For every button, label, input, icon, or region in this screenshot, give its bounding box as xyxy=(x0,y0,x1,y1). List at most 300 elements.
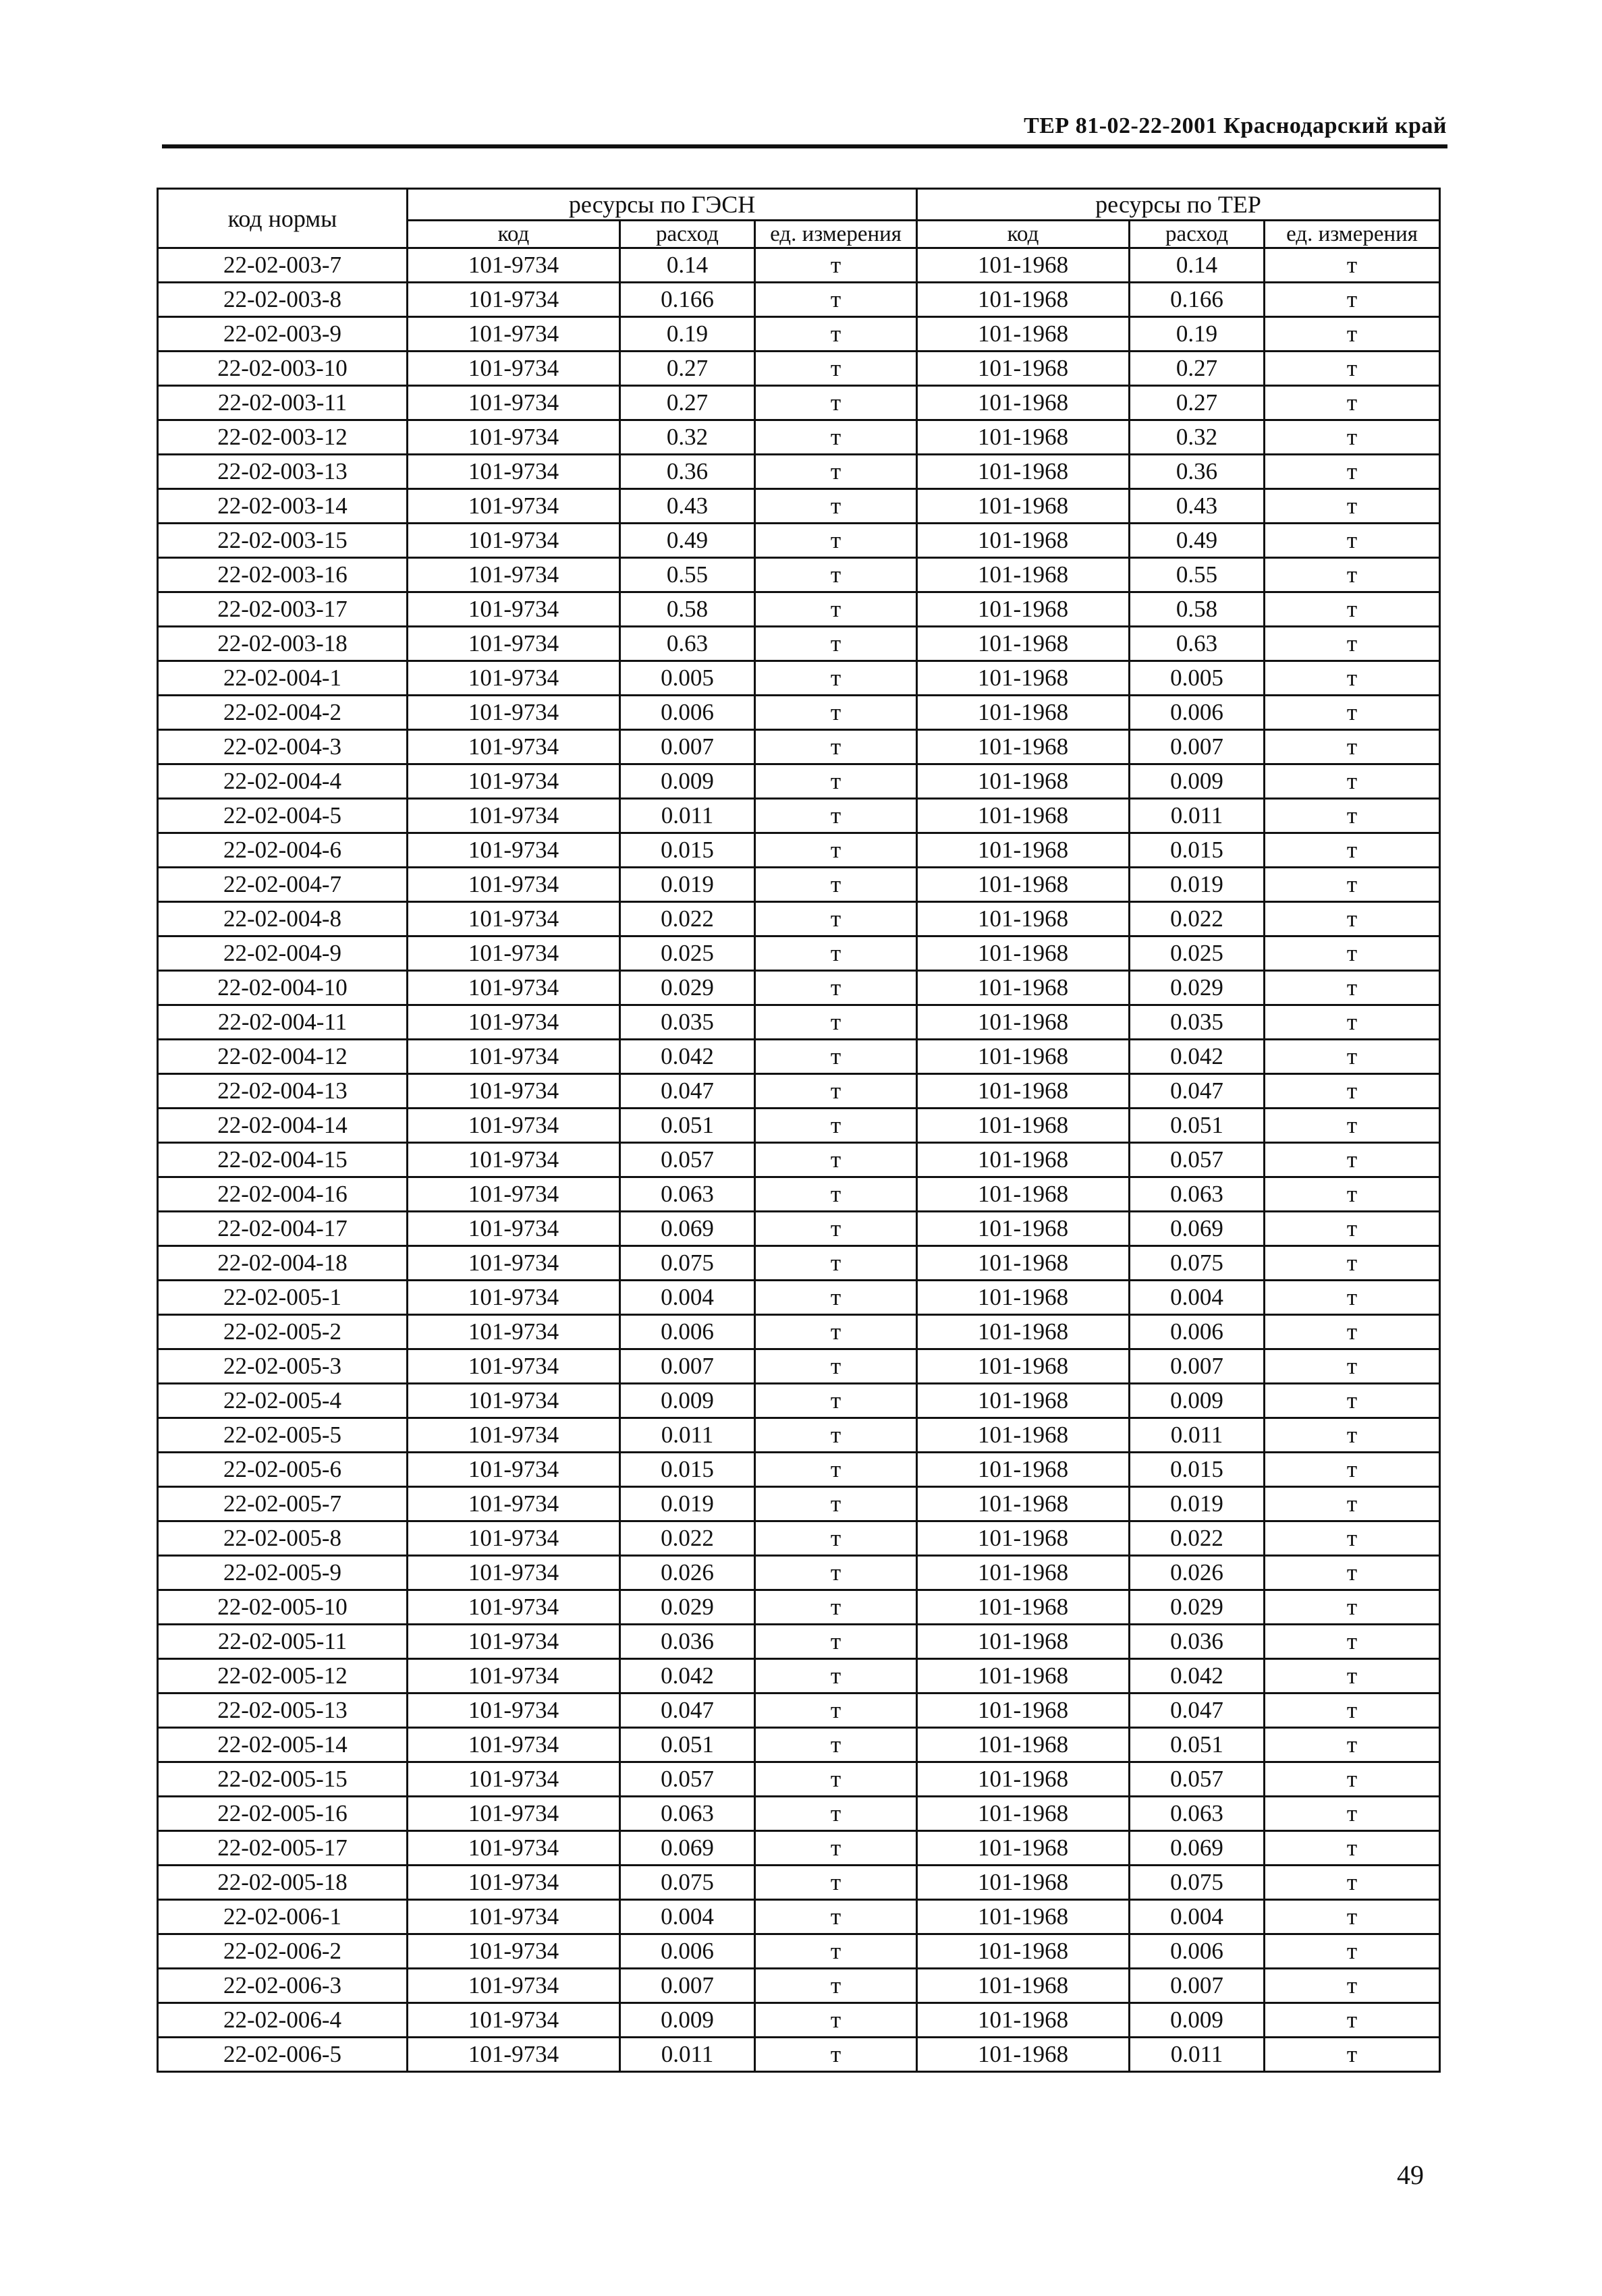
cell-ter-unit: т xyxy=(1265,902,1440,936)
table-row xyxy=(158,1074,1440,1109)
cell-gesn-code: 101-9734 xyxy=(408,1040,620,1074)
header-divider xyxy=(162,144,1447,148)
cell-ter-unit: т xyxy=(1265,1040,1440,1074)
table-row xyxy=(158,1728,1440,1762)
cell-ter-code: 101-1968 xyxy=(917,558,1130,592)
table-row xyxy=(158,1212,1440,1246)
cell-ter-consumption: 0.029 xyxy=(1130,971,1265,1005)
cell-ter-unit: т xyxy=(1265,1900,1440,1934)
cell-gesn-code: 101-9734 xyxy=(408,1590,620,1625)
table-row xyxy=(158,1453,1440,1487)
cell-gesn-unit: т xyxy=(755,1556,917,1590)
cell-ter-code: 101-1968 xyxy=(917,1453,1130,1487)
cell-norm-code: 22-02-003-18 xyxy=(158,627,408,661)
cell-ter-unit: т xyxy=(1265,1521,1440,1556)
cell-ter-unit: т xyxy=(1265,868,1440,902)
cell-gesn-code: 101-9734 xyxy=(408,317,620,352)
table-row xyxy=(158,868,1440,902)
cell-gesn-consumption: 0.047 xyxy=(620,1693,755,1728)
cell-gesn-consumption: 0.011 xyxy=(620,799,755,833)
cell-gesn-unit: т xyxy=(755,1625,917,1659)
cell-norm-code: 22-02-003-12 xyxy=(158,420,408,455)
table-row xyxy=(158,1590,1440,1625)
cell-ter-consumption: 0.047 xyxy=(1130,1693,1265,1728)
cell-gesn-consumption: 0.011 xyxy=(620,1418,755,1453)
cell-ter-unit: т xyxy=(1265,1797,1440,1831)
cell-ter-unit: т xyxy=(1265,1453,1440,1487)
cell-gesn-unit: т xyxy=(755,1177,917,1212)
cell-gesn-code: 101-9734 xyxy=(408,833,620,868)
table-row xyxy=(158,1969,1440,2003)
table-row xyxy=(158,558,1440,592)
cell-gesn-unit: т xyxy=(755,455,917,489)
cell-gesn-code: 101-9734 xyxy=(408,1797,620,1831)
cell-ter-consumption: 0.051 xyxy=(1130,1109,1265,1143)
table-row xyxy=(158,1934,1440,1969)
cell-gesn-consumption: 0.166 xyxy=(620,283,755,317)
cell-ter-unit: т xyxy=(1265,696,1440,730)
cell-gesn-code: 101-9734 xyxy=(408,1453,620,1487)
cell-ter-code: 101-1968 xyxy=(917,936,1130,971)
cell-ter-code: 101-1968 xyxy=(917,1762,1130,1797)
cell-ter-unit: т xyxy=(1265,1109,1440,1143)
cell-ter-unit: т xyxy=(1265,1315,1440,1349)
table-row xyxy=(158,420,1440,455)
cell-ter-consumption: 0.036 xyxy=(1130,1625,1265,1659)
cell-ter-unit: т xyxy=(1265,489,1440,524)
cell-ter-code: 101-1968 xyxy=(917,1349,1130,1384)
cell-gesn-code: 101-9734 xyxy=(408,868,620,902)
cell-ter-code: 101-1968 xyxy=(917,1521,1130,1556)
cell-norm-code: 22-02-004-14 xyxy=(158,1109,408,1143)
cell-gesn-code: 101-9734 xyxy=(408,1487,620,1521)
cell-norm-code: 22-02-004-12 xyxy=(158,1040,408,1074)
table-row xyxy=(158,1418,1440,1453)
cell-norm-code: 22-02-006-5 xyxy=(158,2038,408,2072)
table-row xyxy=(158,1762,1440,1797)
cell-gesn-unit: т xyxy=(755,1487,917,1521)
cell-gesn-unit: т xyxy=(755,627,917,661)
cell-ter-consumption: 0.019 xyxy=(1130,1487,1265,1521)
column-header-gesn-consumption: расход xyxy=(620,221,755,248)
table-row xyxy=(158,1487,1440,1521)
cell-gesn-consumption: 0.063 xyxy=(620,1797,755,1831)
cell-gesn-consumption: 0.035 xyxy=(620,1005,755,1040)
cell-norm-code: 22-02-005-8 xyxy=(158,1521,408,1556)
cell-norm-code: 22-02-005-7 xyxy=(158,1487,408,1521)
cell-norm-code: 22-02-005-9 xyxy=(158,1556,408,1590)
table-row xyxy=(158,1831,1440,1866)
cell-gesn-consumption: 0.011 xyxy=(620,2038,755,2072)
cell-ter-unit: т xyxy=(1265,248,1440,283)
cell-ter-consumption: 0.051 xyxy=(1130,1728,1265,1762)
cell-ter-code: 101-1968 xyxy=(917,971,1130,1005)
cell-gesn-unit: т xyxy=(755,1315,917,1349)
cell-ter-consumption: 0.55 xyxy=(1130,558,1265,592)
table-row xyxy=(158,764,1440,799)
cell-gesn-unit: т xyxy=(755,1797,917,1831)
cell-ter-unit: т xyxy=(1265,971,1440,1005)
cell-gesn-unit: т xyxy=(755,1074,917,1109)
table-row xyxy=(158,1349,1440,1384)
cell-gesn-consumption: 0.006 xyxy=(620,1315,755,1349)
cell-norm-code: 22-02-004-6 xyxy=(158,833,408,868)
table-row xyxy=(158,2038,1440,2072)
cell-gesn-code: 101-9734 xyxy=(408,1349,620,1384)
cell-ter-unit: т xyxy=(1265,1831,1440,1866)
cell-gesn-code: 101-9734 xyxy=(408,764,620,799)
cell-gesn-unit: т xyxy=(755,1590,917,1625)
cell-gesn-unit: т xyxy=(755,1109,917,1143)
cell-gesn-consumption: 0.006 xyxy=(620,1934,755,1969)
cell-gesn-code: 101-9734 xyxy=(408,1281,620,1315)
cell-gesn-consumption: 0.49 xyxy=(620,524,755,558)
table-row xyxy=(158,1900,1440,1934)
cell-ter-code: 101-1968 xyxy=(917,1177,1130,1212)
cell-gesn-consumption: 0.025 xyxy=(620,936,755,971)
cell-ter-code: 101-1968 xyxy=(917,696,1130,730)
cell-norm-code: 22-02-006-2 xyxy=(158,1934,408,1969)
cell-gesn-unit: т xyxy=(755,1969,917,2003)
cell-gesn-consumption: 0.27 xyxy=(620,386,755,420)
cell-ter-unit: т xyxy=(1265,1143,1440,1177)
cell-gesn-unit: т xyxy=(755,1866,917,1900)
cell-gesn-code: 101-9734 xyxy=(408,248,620,283)
cell-gesn-consumption: 0.051 xyxy=(620,1728,755,1762)
cell-ter-consumption: 0.007 xyxy=(1130,1969,1265,2003)
cell-gesn-unit: т xyxy=(755,1418,917,1453)
cell-norm-code: 22-02-005-13 xyxy=(158,1693,408,1728)
table-row xyxy=(158,1109,1440,1143)
cell-gesn-consumption: 0.036 xyxy=(620,1625,755,1659)
cell-norm-code: 22-02-003-14 xyxy=(158,489,408,524)
table-row xyxy=(158,317,1440,352)
cell-ter-code: 101-1968 xyxy=(917,1005,1130,1040)
cell-gesn-code: 101-9734 xyxy=(408,455,620,489)
cell-gesn-consumption: 0.069 xyxy=(620,1831,755,1866)
cell-ter-code: 101-1968 xyxy=(917,1797,1130,1831)
cell-ter-code: 101-1968 xyxy=(917,1143,1130,1177)
cell-gesn-unit: т xyxy=(755,1659,917,1693)
table-row xyxy=(158,730,1440,764)
cell-gesn-code: 101-9734 xyxy=(408,799,620,833)
cell-ter-unit: т xyxy=(1265,558,1440,592)
cell-ter-consumption: 0.27 xyxy=(1130,386,1265,420)
cell-norm-code: 22-02-003-10 xyxy=(158,352,408,386)
cell-ter-code: 101-1968 xyxy=(917,352,1130,386)
cell-norm-code: 22-02-004-1 xyxy=(158,661,408,696)
cell-ter-consumption: 0.011 xyxy=(1130,2038,1265,2072)
column-group-gesn: ресурсы по ГЭСН xyxy=(408,189,917,221)
cell-gesn-code: 101-9734 xyxy=(408,1728,620,1762)
cell-gesn-code: 101-9734 xyxy=(408,1659,620,1693)
cell-gesn-unit: т xyxy=(755,489,917,524)
cell-gesn-unit: т xyxy=(755,799,917,833)
cell-gesn-consumption: 0.32 xyxy=(620,420,755,455)
cell-gesn-unit: т xyxy=(755,1040,917,1074)
cell-ter-code: 101-1968 xyxy=(917,1109,1130,1143)
table-row xyxy=(158,1693,1440,1728)
cell-ter-unit: т xyxy=(1265,420,1440,455)
cell-ter-unit: т xyxy=(1265,833,1440,868)
cell-gesn-code: 101-9734 xyxy=(408,936,620,971)
table-row xyxy=(158,1177,1440,1212)
cell-gesn-unit: т xyxy=(755,1246,917,1281)
cell-ter-code: 101-1968 xyxy=(917,2038,1130,2072)
cell-ter-unit: т xyxy=(1265,283,1440,317)
cell-gesn-consumption: 0.057 xyxy=(620,1143,755,1177)
cell-ter-code: 101-1968 xyxy=(917,661,1130,696)
cell-gesn-consumption: 0.63 xyxy=(620,627,755,661)
table-row xyxy=(158,1005,1440,1040)
cell-gesn-unit: т xyxy=(755,661,917,696)
cell-norm-code: 22-02-004-17 xyxy=(158,1212,408,1246)
cell-norm-code: 22-02-005-12 xyxy=(158,1659,408,1693)
cell-gesn-unit: т xyxy=(755,317,917,352)
cell-ter-code: 101-1968 xyxy=(917,1969,1130,2003)
cell-gesn-consumption: 0.19 xyxy=(620,317,755,352)
column-header-norm-code: код нормы xyxy=(158,189,408,248)
cell-norm-code: 22-02-005-2 xyxy=(158,1315,408,1349)
cell-ter-consumption: 0.075 xyxy=(1130,1246,1265,1281)
cell-gesn-consumption: 0.051 xyxy=(620,1109,755,1143)
cell-gesn-consumption: 0.007 xyxy=(620,1969,755,2003)
cell-ter-unit: т xyxy=(1265,1969,1440,2003)
cell-gesn-consumption: 0.009 xyxy=(620,2003,755,2038)
cell-norm-code: 22-02-003-15 xyxy=(158,524,408,558)
column-header-ter-consumption: расход xyxy=(1130,221,1265,248)
cell-gesn-unit: т xyxy=(755,592,917,627)
cell-ter-unit: т xyxy=(1265,455,1440,489)
cell-ter-consumption: 0.14 xyxy=(1130,248,1265,283)
cell-ter-unit: т xyxy=(1265,1693,1440,1728)
cell-ter-consumption: 0.009 xyxy=(1130,1384,1265,1418)
cell-ter-consumption: 0.069 xyxy=(1130,1212,1265,1246)
cell-ter-consumption: 0.069 xyxy=(1130,1831,1265,1866)
table-row xyxy=(158,1040,1440,1074)
cell-gesn-consumption: 0.022 xyxy=(620,902,755,936)
column-header-gesn-unit: ед. измерения xyxy=(755,221,917,248)
cell-gesn-code: 101-9734 xyxy=(408,1384,620,1418)
cell-ter-consumption: 0.005 xyxy=(1130,661,1265,696)
cell-gesn-consumption: 0.019 xyxy=(620,868,755,902)
cell-gesn-unit: т xyxy=(755,1281,917,1315)
cell-norm-code: 22-02-006-4 xyxy=(158,2003,408,2038)
table-row xyxy=(158,1281,1440,1315)
table-row xyxy=(158,386,1440,420)
cell-gesn-code: 101-9734 xyxy=(408,1693,620,1728)
cell-gesn-unit: т xyxy=(755,2003,917,2038)
cell-ter-consumption: 0.026 xyxy=(1130,1556,1265,1590)
cell-ter-consumption: 0.009 xyxy=(1130,764,1265,799)
cell-ter-code: 101-1968 xyxy=(917,1900,1130,1934)
cell-norm-code: 22-02-004-2 xyxy=(158,696,408,730)
cell-gesn-consumption: 0.015 xyxy=(620,833,755,868)
cell-ter-unit: т xyxy=(1265,352,1440,386)
cell-norm-code: 22-02-005-6 xyxy=(158,1453,408,1487)
cell-ter-consumption: 0.063 xyxy=(1130,1177,1265,1212)
cell-ter-consumption: 0.006 xyxy=(1130,1934,1265,1969)
cell-norm-code: 22-02-004-9 xyxy=(158,936,408,971)
cell-ter-code: 101-1968 xyxy=(917,2003,1130,2038)
table-header xyxy=(158,189,1440,248)
cell-ter-code: 101-1968 xyxy=(917,1556,1130,1590)
cell-gesn-consumption: 0.042 xyxy=(620,1040,755,1074)
cell-ter-code: 101-1968 xyxy=(917,799,1130,833)
table-row xyxy=(158,799,1440,833)
cell-ter-consumption: 0.025 xyxy=(1130,936,1265,971)
cell-norm-code: 22-02-005-5 xyxy=(158,1418,408,1453)
cell-gesn-unit: т xyxy=(755,1521,917,1556)
cell-gesn-consumption: 0.004 xyxy=(620,1281,755,1315)
cell-gesn-unit: т xyxy=(755,1934,917,1969)
cell-ter-code: 101-1968 xyxy=(917,1384,1130,1418)
cell-ter-unit: т xyxy=(1265,627,1440,661)
cell-gesn-consumption: 0.58 xyxy=(620,592,755,627)
table-row xyxy=(158,283,1440,317)
cell-ter-unit: т xyxy=(1265,2003,1440,2038)
cell-norm-code: 22-02-006-1 xyxy=(158,1900,408,1934)
cell-ter-consumption: 0.022 xyxy=(1130,902,1265,936)
cell-ter-code: 101-1968 xyxy=(917,1693,1130,1728)
cell-ter-consumption: 0.063 xyxy=(1130,1797,1265,1831)
table-row xyxy=(158,661,1440,696)
cell-gesn-consumption: 0.005 xyxy=(620,661,755,696)
cell-norm-code: 22-02-003-17 xyxy=(158,592,408,627)
cell-ter-unit: т xyxy=(1265,317,1440,352)
cell-ter-consumption: 0.011 xyxy=(1130,1418,1265,1453)
cell-gesn-code: 101-9734 xyxy=(408,902,620,936)
cell-gesn-code: 101-9734 xyxy=(408,489,620,524)
cell-ter-consumption: 0.015 xyxy=(1130,833,1265,868)
cell-ter-unit: т xyxy=(1265,592,1440,627)
cell-ter-unit: т xyxy=(1265,1866,1440,1900)
cell-gesn-code: 101-9734 xyxy=(408,2038,620,2072)
cell-gesn-code: 101-9734 xyxy=(408,1109,620,1143)
cell-ter-consumption: 0.166 xyxy=(1130,283,1265,317)
cell-gesn-code: 101-9734 xyxy=(408,1866,620,1900)
cell-ter-code: 101-1968 xyxy=(917,1590,1130,1625)
cell-gesn-code: 101-9734 xyxy=(408,283,620,317)
cell-ter-consumption: 0.075 xyxy=(1130,1866,1265,1900)
cell-ter-consumption: 0.32 xyxy=(1130,420,1265,455)
cell-gesn-code: 101-9734 xyxy=(408,1177,620,1212)
cell-gesn-unit: т xyxy=(755,1212,917,1246)
table-row xyxy=(158,1625,1440,1659)
cell-ter-consumption: 0.047 xyxy=(1130,1074,1265,1109)
cell-ter-code: 101-1968 xyxy=(917,833,1130,868)
cell-gesn-code: 101-9734 xyxy=(408,1625,620,1659)
cell-gesn-unit: т xyxy=(755,1349,917,1384)
cell-ter-unit: т xyxy=(1265,1177,1440,1212)
cell-ter-consumption: 0.43 xyxy=(1130,489,1265,524)
table-row xyxy=(158,1315,1440,1349)
document-header-title: ТЕР 81-02-22-2001 Краснодарский край xyxy=(1024,113,1447,138)
cell-ter-consumption: 0.19 xyxy=(1130,317,1265,352)
cell-gesn-unit: т xyxy=(755,730,917,764)
cell-gesn-code: 101-9734 xyxy=(408,696,620,730)
table-row xyxy=(158,1797,1440,1831)
cell-norm-code: 22-02-006-3 xyxy=(158,1969,408,2003)
cell-gesn-consumption: 0.009 xyxy=(620,1384,755,1418)
cell-ter-code: 101-1968 xyxy=(917,764,1130,799)
cell-gesn-unit: т xyxy=(755,764,917,799)
cell-gesn-code: 101-9734 xyxy=(408,1521,620,1556)
cell-gesn-consumption: 0.55 xyxy=(620,558,755,592)
cell-ter-consumption: 0.042 xyxy=(1130,1040,1265,1074)
cell-ter-code: 101-1968 xyxy=(917,1281,1130,1315)
cell-ter-unit: т xyxy=(1265,1659,1440,1693)
cell-gesn-code: 101-9734 xyxy=(408,1418,620,1453)
cell-norm-code: 22-02-005-17 xyxy=(158,1831,408,1866)
cell-ter-unit: т xyxy=(1265,1934,1440,1969)
cell-gesn-consumption: 0.006 xyxy=(620,696,755,730)
cell-gesn-unit: т xyxy=(755,696,917,730)
cell-gesn-unit: т xyxy=(755,1693,917,1728)
cell-ter-unit: т xyxy=(1265,524,1440,558)
cell-ter-unit: т xyxy=(1265,1281,1440,1315)
cell-gesn-unit: т xyxy=(755,1453,917,1487)
cell-gesn-unit: т xyxy=(755,386,917,420)
cell-ter-unit: т xyxy=(1265,661,1440,696)
cell-norm-code: 22-02-004-10 xyxy=(158,971,408,1005)
cell-ter-code: 101-1968 xyxy=(917,1212,1130,1246)
cell-norm-code: 22-02-003-9 xyxy=(158,317,408,352)
cell-gesn-consumption: 0.057 xyxy=(620,1762,755,1797)
cell-ter-consumption: 0.004 xyxy=(1130,1900,1265,1934)
cell-ter-consumption: 0.63 xyxy=(1130,627,1265,661)
cell-ter-code: 101-1968 xyxy=(917,1074,1130,1109)
cell-ter-code: 101-1968 xyxy=(917,902,1130,936)
cell-gesn-code: 101-9734 xyxy=(408,1762,620,1797)
cell-gesn-code: 101-9734 xyxy=(408,592,620,627)
cell-ter-code: 101-1968 xyxy=(917,592,1130,627)
page-number: 49 xyxy=(1397,2160,1424,2190)
cell-ter-consumption: 0.035 xyxy=(1130,1005,1265,1040)
cell-gesn-consumption: 0.007 xyxy=(620,1349,755,1384)
cell-norm-code: 22-02-004-13 xyxy=(158,1074,408,1109)
cell-ter-code: 101-1968 xyxy=(917,1418,1130,1453)
cell-ter-consumption: 0.019 xyxy=(1130,868,1265,902)
cell-gesn-consumption: 0.026 xyxy=(620,1556,755,1590)
table-row xyxy=(158,1659,1440,1693)
table-row xyxy=(158,1246,1440,1281)
cell-ter-unit: т xyxy=(1265,730,1440,764)
cell-norm-code: 22-02-004-18 xyxy=(158,1246,408,1281)
cell-gesn-unit: т xyxy=(755,1005,917,1040)
cell-gesn-unit: т xyxy=(755,936,917,971)
cell-norm-code: 22-02-004-3 xyxy=(158,730,408,764)
cell-norm-code: 22-02-003-8 xyxy=(158,283,408,317)
cell-ter-unit: т xyxy=(1265,1246,1440,1281)
cell-ter-consumption: 0.042 xyxy=(1130,1659,1265,1693)
cell-norm-code: 22-02-003-7 xyxy=(158,248,408,283)
cell-ter-code: 101-1968 xyxy=(917,1659,1130,1693)
cell-norm-code: 22-02-003-13 xyxy=(158,455,408,489)
table-row xyxy=(158,2003,1440,2038)
cell-gesn-unit: т xyxy=(755,558,917,592)
table-row xyxy=(158,524,1440,558)
cell-gesn-code: 101-9734 xyxy=(408,661,620,696)
cell-norm-code: 22-02-005-10 xyxy=(158,1590,408,1625)
cell-ter-code: 101-1968 xyxy=(917,489,1130,524)
cell-ter-unit: т xyxy=(1265,1762,1440,1797)
cell-norm-code: 22-02-005-3 xyxy=(158,1349,408,1384)
cell-ter-consumption: 0.007 xyxy=(1130,730,1265,764)
cell-ter-consumption: 0.27 xyxy=(1130,352,1265,386)
cell-norm-code: 22-02-005-14 xyxy=(158,1728,408,1762)
cell-gesn-code: 101-9734 xyxy=(408,1246,620,1281)
